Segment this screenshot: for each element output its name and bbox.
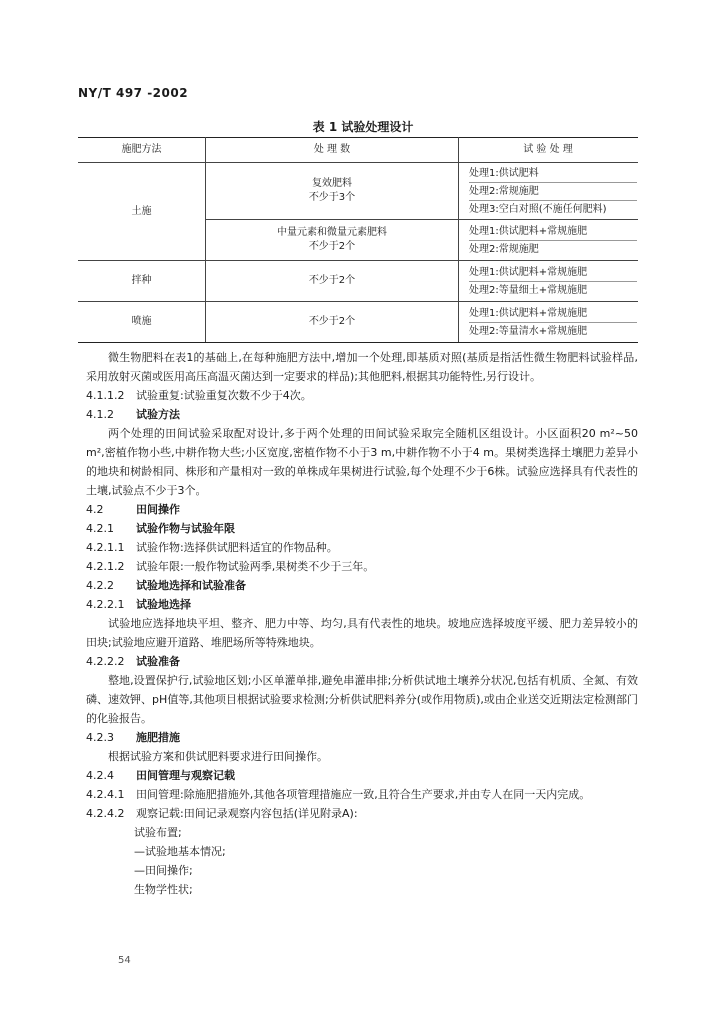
clause-4-2-4 xyxy=(86,766,638,785)
column-header-count: 处 理 数 xyxy=(206,138,459,163)
clause-heading: 试验作物与试验年限 xyxy=(136,522,235,535)
list-item: 试验布置; xyxy=(134,826,182,839)
clause-4-1-2 xyxy=(86,405,638,424)
clause-number: 4.2.1.1 xyxy=(86,541,125,554)
clause-number: 4.2.2.1 xyxy=(86,598,125,611)
treatment-cell xyxy=(459,302,639,343)
clause-4-2-4-2 xyxy=(86,804,638,823)
treatment-item: 处理1:供试肥料+常规施肥 xyxy=(469,264,637,282)
treatment-item: 处理1:供试肥料+常规施肥 xyxy=(469,223,637,241)
treatment-item: 处理2:等量清水+常规施肥 xyxy=(469,325,588,337)
treatment-item: 处理2:常规施肥 xyxy=(469,243,539,255)
clause-4-2-2-1 xyxy=(86,595,638,614)
table-header-row xyxy=(78,138,638,163)
method-cell: 喷施 xyxy=(78,302,206,343)
clause-4-2-2 xyxy=(86,576,638,595)
clause-heading: 田间管理与观察记载 xyxy=(136,769,235,782)
paragraph: 整地,设置保护行,试验地区划;小区单灌单排,避免串灌串排;分析供试地土壤养分状况,包括有机质、全氮、有效磷、速效钾、pH值等,其他项目根据试验要求检测;分析供试肥料养分(或作用物质),或由企业送交近期法定检测部门的化验报告。 xyxy=(86,674,638,725)
paragraph: 根据试验方案和供试肥料要求进行田间操作。 xyxy=(108,750,328,763)
table-row xyxy=(78,302,638,343)
treatment-item: 处理1:供试肥料 xyxy=(469,165,637,183)
clause-number: 4.1.1.2 xyxy=(86,389,125,402)
table-row xyxy=(78,261,638,302)
count-cell: 复效肥料 不少于3个 xyxy=(206,163,459,220)
clause-number: 4.2.4.1 xyxy=(86,788,125,801)
treatment-item: 处理2:等量细土+常规施肥 xyxy=(469,284,588,296)
clause-number: 4.2.3 xyxy=(86,731,114,744)
treatment-cell xyxy=(459,220,639,261)
clause-4-2-1 xyxy=(86,519,638,538)
treatment-cell xyxy=(459,163,639,220)
clause-text: 试验重复:试验重复次数不少于4次。 xyxy=(136,389,312,402)
standard-code: NY/T 497 -2002 xyxy=(78,86,189,100)
paragraph: 两个处理的田间试验采取配对设计,多于两个处理的田间试验采取完全随机区组设计。小区面积20 m²~50 m²,密植作物小些,中耕作物大些;小区宽度,密植作物不小于3 m,中耕作物不小于4 m。果树类选择土壤肥力差异小的地块和树龄相同、株形和产量相对一致的单株成年果树进行试验,每个处理不少于6株。试验应选择具有代表性的土壤,试验点不少于3个。 xyxy=(86,427,638,497)
column-header-treatment: 试 验 处 理 xyxy=(459,138,639,163)
observation-list xyxy=(86,823,638,899)
clause-heading: 试验准备 xyxy=(136,655,180,668)
clause-number: 4.2 xyxy=(86,503,104,516)
clause-text: 试验作物:选择供试肥料适宜的作物品种。 xyxy=(136,541,338,554)
clause-4-1-1-2 xyxy=(86,386,638,405)
clause-4-2-1-2 xyxy=(86,557,638,576)
clause-heading: 施肥措施 xyxy=(136,731,180,744)
clause-4-2-4-1 xyxy=(86,785,638,804)
list-item: 生物学性状; xyxy=(134,883,193,896)
clause-text: 试验年限:一般作物试验两季,果树类不少于三年。 xyxy=(136,560,375,573)
page-number: 54 xyxy=(118,955,131,966)
treatment-item: 处理2:常规施肥 xyxy=(469,183,637,201)
treatment-design-table xyxy=(78,137,638,343)
clause-heading: 试验地选择 xyxy=(136,598,191,611)
clause-number: 4.2.2.2 xyxy=(86,655,125,668)
paragraph: 试验地应选择地块平坦、整齐、肥力中等、均匀,具有代表性的地块。坡地应选择坡度平缓、肥力差异较小的田块;试验地应避开道路、堆肥场所等特殊地块。 xyxy=(86,617,638,649)
clause-number: 4.2.4 xyxy=(86,769,114,782)
method-cell: 土施 xyxy=(78,163,206,261)
column-header-method: 施肥方法 xyxy=(78,138,206,163)
clause-heading: 田间操作 xyxy=(136,503,180,516)
paragraph: 微生物肥料在表1的基础上,在每种施肥方法中,增加一个处理,即基质对照(基质是指活性微生物肥料试验样品,采用放射灭菌或医用高压高温灭菌达到一定要求的样品);其他肥料,根据其功能特性,另行设计。 xyxy=(86,351,638,383)
clause-text: 田间管理:除施肥措施外,其他各项管理措施应一致,且符合生产要求,并由专人在同一天内完成。 xyxy=(136,788,591,801)
list-item: —试验地基本情况; xyxy=(134,845,226,858)
clause-text: 观察记载:田间记录观察内容包括(详见附录A): xyxy=(136,807,358,820)
clause-number: 4.2.4.2 xyxy=(86,807,125,820)
document-body xyxy=(86,348,638,899)
treatment-cell xyxy=(459,261,639,302)
clause-heading: 试验方法 xyxy=(136,408,180,421)
treatment-item: 处理3:空白对照(不施任何肥料) xyxy=(469,203,607,215)
table-row xyxy=(78,163,638,220)
method-cell: 拌种 xyxy=(78,261,206,302)
count-cell: 不少于2个 xyxy=(206,261,459,302)
clause-number: 4.2.1.2 xyxy=(86,560,125,573)
count-cell: 不少于2个 xyxy=(206,302,459,343)
clause-heading: 试验地选择和试验准备 xyxy=(136,579,246,592)
clause-4-2-3 xyxy=(86,728,638,747)
clause-number: 4.1.2 xyxy=(86,408,114,421)
count-cell: 中量元素和微量元素肥料 不少于2个 xyxy=(206,220,459,261)
list-item: —田间操作; xyxy=(134,864,193,877)
clause-4-2-1-1 xyxy=(86,538,638,557)
clause-number: 4.2.1 xyxy=(86,522,114,535)
clause-4-2-2-2 xyxy=(86,652,638,671)
treatment-item: 处理1:供试肥料+常规施肥 xyxy=(469,305,637,323)
clause-4-2 xyxy=(86,500,638,519)
clause-number: 4.2.2 xyxy=(86,579,114,592)
table-title: 表 1 试验处理设计 xyxy=(312,120,414,134)
